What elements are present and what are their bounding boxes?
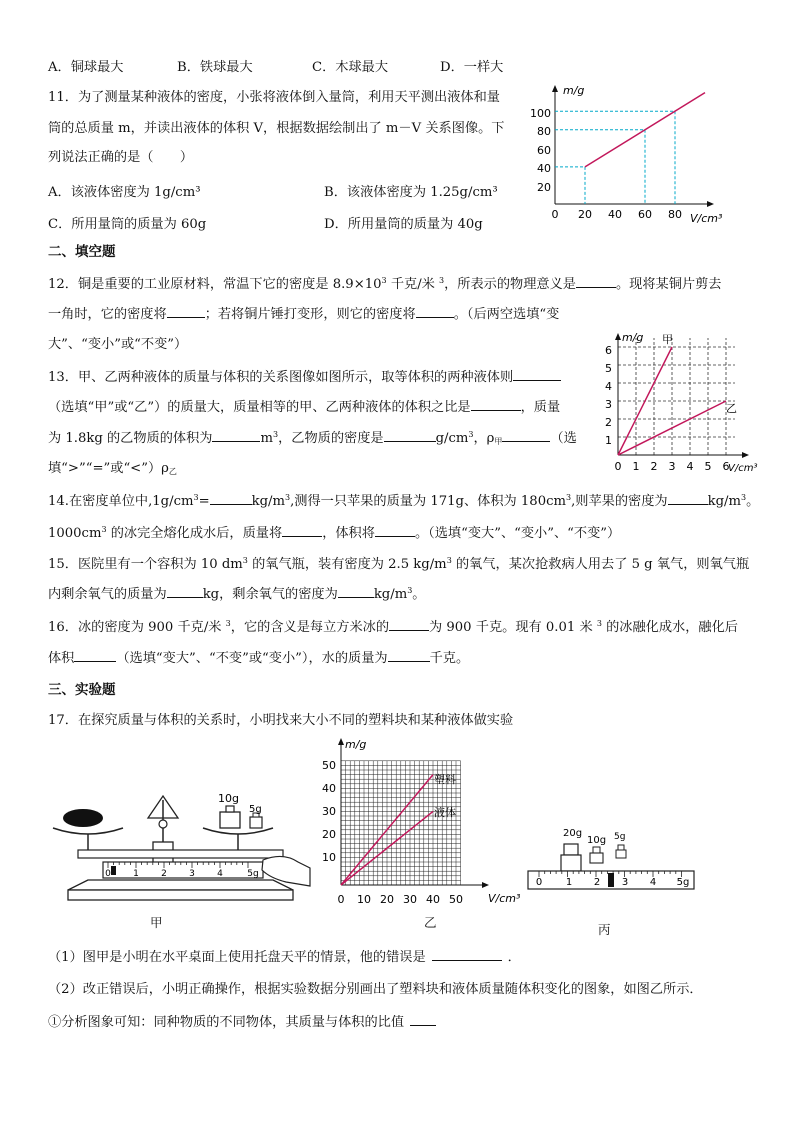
y-tick-40: 40 (537, 162, 551, 175)
q14-text: 14.在密度单位中,1g/cm (48, 494, 194, 509)
superscript: 3 (225, 619, 231, 628)
rider (608, 873, 614, 887)
series-label-liquid: 液体 (434, 806, 456, 819)
y-tick-10: 10 (322, 851, 336, 864)
q16-text: （选填“变大”、“不变”或“变小”），水的质量为 (116, 651, 388, 666)
q10-option-a: A．铜球最大 (48, 60, 124, 75)
weight-20g (561, 855, 581, 871)
rider (111, 866, 116, 875)
x-tick-10: 10 (357, 893, 371, 906)
q14-line-1 (48, 492, 759, 511)
q17-text: ． (507, 950, 521, 965)
q16-text: 的冰融化成水，融化后 (601, 620, 738, 635)
q11-option-c: C．所用量筒的质量为 60g (48, 217, 207, 232)
q15-text: 内剩余氧气的质量为 (48, 587, 167, 602)
origin-label: 0 (614, 460, 622, 473)
y-tick-60: 60 (537, 144, 551, 157)
q13-text: m (260, 431, 273, 446)
left-pan (53, 828, 123, 834)
grid (618, 338, 735, 455)
x-tick-40: 40 (608, 208, 622, 221)
superscript: 3 (446, 556, 452, 565)
section-2-title: 二、填空题 (48, 244, 116, 260)
x-tick-60: 60 (638, 208, 652, 221)
q14-text: 。 (746, 494, 760, 509)
answer-blank[interactable] (432, 948, 502, 961)
q15-text: kg/m (373, 587, 408, 602)
weight-10g-knob (593, 847, 600, 853)
q15-text: 的氧气，某次抢救病人用去了 5 g 氧气，则氧气瓶 (451, 557, 750, 572)
figure-bing-weights (525, 825, 700, 895)
superscript: 3 (740, 493, 747, 502)
superscript: 3 (407, 586, 413, 595)
pivot (159, 820, 167, 828)
answer-blank[interactable] (210, 492, 252, 505)
q14-text: ，体积将 (322, 526, 375, 541)
q14-text: = (198, 494, 210, 509)
weight-5g-label: 5g (614, 832, 626, 842)
figure-jia-caption: 甲 (150, 915, 163, 930)
superscript: 3 (285, 493, 291, 502)
q12-text: 。现将某铜片剪去 (615, 277, 722, 292)
right-pan (203, 828, 273, 834)
q12-text: 千克/米 (386, 277, 440, 292)
q17-intro: 17．在探究质量与体积的关系时，小明找来大小不同的塑料块和某种液体做实验 (48, 713, 514, 728)
q13-text: （选填“甲”或“乙”）的质量大，质量相等的甲、乙两种液体的体积之比是 (48, 400, 471, 415)
q14-text: 。（选填“变大”、“变小”、“不变”） (414, 526, 621, 541)
answer-blank[interactable] (282, 524, 322, 537)
q13-text: ，乙物质的密度是 (278, 431, 384, 446)
q11-mv-graph (525, 82, 740, 232)
scale-4: 4 (649, 877, 657, 888)
q12-line-2 (48, 305, 559, 324)
scale-2: 2 (161, 869, 167, 879)
q10-option-d: D．一样大 (440, 60, 504, 75)
q13-text: 13．甲、乙两种液体的质量与体积的关系图像如图所示，取等体积的两种液体则 (48, 370, 514, 385)
y-tick-5: 5 (605, 362, 612, 375)
q15-text: 的氧气瓶，装有密度为 2.5 kg/m (247, 557, 447, 572)
x-tick-80: 80 (668, 208, 682, 221)
weight-10g (590, 853, 603, 863)
figure-yi-graph (318, 735, 523, 910)
figure-yi-caption: 乙 (424, 915, 437, 930)
q13-text: 填“>”“=”或“<”）ρ (48, 461, 169, 476)
weight-10g-label: 10g (587, 835, 607, 846)
scale-4: 4 (217, 869, 223, 879)
answer-blank[interactable] (416, 305, 454, 318)
x-tick-4: 4 (686, 460, 694, 473)
q12-line-3: 大”、“变小”或“不变”） (48, 337, 188, 352)
x-tick-6: 6 (722, 460, 730, 473)
base-foot (68, 890, 293, 900)
answer-blank[interactable] (375, 524, 415, 537)
superscript: 3 (468, 430, 474, 439)
q13-text: （选 (550, 431, 577, 446)
y-tick-3: 3 (605, 398, 612, 411)
q11-stem-line-1: 11．为了测量某种液体的密度，小张将液体倒入量筒，利用天平测出液体和量 (48, 90, 500, 105)
q12-text: 。（后两空选填“变 (453, 307, 560, 322)
q12-line-1 (48, 275, 721, 294)
q11-option-d: D．所用量筒的质量为 40g (324, 217, 483, 232)
q15-text: 。 (412, 587, 426, 602)
q15-line-1 (48, 556, 749, 574)
x-tick-20: 20 (380, 893, 394, 906)
weight-5g-knob (618, 845, 624, 850)
q14-text: ,测得一只苹果的质量为 171g、体积为 180cm (290, 494, 566, 509)
x-tick-2: 2 (650, 460, 658, 473)
scale-0: 0 (535, 877, 543, 888)
y-tick-2: 2 (605, 416, 612, 429)
x-tick-labels (357, 893, 463, 906)
q13-line-4 (48, 460, 177, 478)
q14-text: ,则苹果的密度为 (571, 494, 668, 509)
answer-blank[interactable] (668, 492, 708, 505)
q17-sub-1 (48, 948, 521, 967)
y-tick-1: 1 (605, 434, 612, 447)
x-tick-3: 3 (668, 460, 676, 473)
x-tick-50: 50 (449, 893, 463, 906)
answer-blank[interactable] (389, 618, 429, 631)
answer-blank[interactable] (384, 429, 436, 442)
q16-text: 千克。 (429, 651, 470, 666)
y-tick-20: 20 (322, 828, 336, 841)
scale-2: 2 (593, 877, 601, 888)
answer-blank[interactable] (513, 368, 561, 381)
y-tick-30: 30 (322, 805, 336, 818)
origin-label: 0 (337, 893, 345, 906)
object-on-pan (63, 809, 103, 827)
q14-text: 的冰完全熔化成水后，质量将 (106, 526, 283, 541)
weight-5g (250, 817, 262, 828)
x-tick-40: 40 (426, 893, 440, 906)
q16-text: 体积 (48, 651, 75, 666)
y-tick-80: 80 (537, 125, 551, 138)
answer-blank[interactable] (74, 649, 116, 662)
scale-5g: 5g (247, 869, 259, 879)
q13-text: ，ρ (473, 431, 495, 446)
scale-1: 1 (133, 869, 139, 879)
answer-blank[interactable] (212, 429, 260, 442)
q12-text: ；若将铜片锤打变形，则它的密度将 (204, 307, 416, 322)
q10-option-b: B．铁球最大 (177, 60, 253, 75)
weight-20g-label: 20g (563, 828, 583, 839)
q17-sub-2: （2）改正错误后，小明正确操作，根据实验数据分别画出了塑料块和液体质量随体积变化的图象，如图乙所示． (48, 982, 703, 997)
q11-option-b: B．该液体密度为 1.25g/cm³ (324, 185, 498, 200)
superscript: 3 (565, 493, 572, 502)
origin-label: 0 (551, 208, 559, 221)
q16-line-2 (48, 649, 469, 668)
q13-line-2 (48, 398, 560, 417)
scale-1: 1 (565, 877, 573, 888)
guide-lines (555, 111, 675, 204)
x-tick-1: 1 (632, 460, 640, 473)
figure-jia-balance (48, 790, 313, 905)
answer-blank[interactable] (167, 305, 205, 318)
base (68, 880, 293, 890)
y-axis-label: m/g (563, 84, 585, 97)
series-label-plastic: 塑料 (434, 773, 456, 786)
q10-option-c: C．木球最大 (312, 60, 389, 75)
q11-stem-line-3: 列说法正确的是（ ） (48, 150, 194, 165)
x-tick-30: 30 (403, 893, 417, 906)
q17-text: （1）图甲是小明在水平桌面上使用托盘天平的情景，他的错误是 (48, 950, 426, 965)
q12-text: ，所表示的物理意义是 (444, 277, 576, 292)
scale-3: 3 (189, 869, 195, 879)
y-tick-40: 40 (322, 782, 336, 795)
q17-sub-3 (48, 1013, 436, 1032)
weight-10g-label: 10g (218, 792, 239, 805)
weight-5g (616, 850, 626, 858)
scale-bar (103, 862, 263, 878)
y-tick-20: 20 (537, 181, 551, 194)
x-tick-5: 5 (704, 460, 712, 473)
q12-text: 一角时，它的密度将 (48, 307, 167, 322)
figure-bing-caption: 丙 (598, 922, 611, 937)
superscript: 3 (439, 276, 445, 285)
q13-line-3 (48, 429, 577, 448)
y-axis-label: m/g (622, 331, 644, 344)
q11-option-a: A．该液体密度为 1g/cm³ (48, 185, 201, 200)
superscript: 3 (242, 556, 248, 565)
scale-0: 0 (105, 869, 111, 879)
answer-blank[interactable] (167, 585, 203, 598)
scale-3: 3 (621, 877, 629, 888)
q14-text: kg/m (707, 494, 741, 509)
q13-text: g/cm (435, 431, 469, 446)
weight-20g-knob (564, 844, 578, 855)
answer-blank[interactable] (338, 585, 374, 598)
series-label-yi: 乙 (726, 402, 737, 415)
x-tick-20: 20 (578, 208, 592, 221)
scale-5g: 5g (676, 877, 690, 888)
answer-blank[interactable] (576, 275, 616, 288)
q14-text: 1000cm (48, 526, 102, 541)
q15-line-2 (48, 585, 425, 604)
weight-5g-label: 5g (249, 804, 262, 815)
weight-10g-knob (226, 806, 234, 812)
q13-text: 为 1.8kg 的乙物质的体积为 (48, 431, 213, 446)
y-tick-labels (530, 107, 559, 221)
q14-text: kg/m (251, 494, 286, 509)
q16-text: ，它的含义是每立方米冰的 (230, 620, 390, 635)
superscript: 3 (193, 493, 199, 502)
y-tick-50: 50 (322, 759, 336, 772)
q13-text: ，质量 (520, 400, 561, 415)
y-tick-100: 100 (530, 107, 551, 120)
beam (78, 850, 283, 858)
y-axis-label: m/g (345, 738, 367, 751)
superscript: 3 (596, 619, 602, 628)
y-tick-6: 6 (605, 344, 612, 357)
answer-blank[interactable] (471, 398, 521, 411)
x-axis-label: V/cm³ (690, 212, 723, 225)
superscript: 3 (381, 276, 387, 285)
section-3-title: 三、实验题 (48, 682, 116, 698)
q16-text: 16．冰的密度为 900 千克/米 (48, 620, 226, 635)
superscript: 3 (273, 430, 279, 439)
superscript: 3 (101, 525, 107, 534)
x-tick-labels (633, 460, 730, 473)
x-axis-label: V/cm³ (728, 463, 758, 474)
x-tick-labels (578, 208, 682, 221)
q16-text: 为 900 千克。现有 0.01 米 (429, 620, 597, 635)
x-axis-label: V/cm³ (488, 892, 521, 905)
q11-stem-line-2: 筒的总质量 m，并读出液体的体积 V，根据数据绘制出了 m－V 关系图像。下 (48, 121, 505, 136)
q15-text: kg，剩余氧气的密度为 (202, 587, 338, 602)
subscript: 甲 (494, 437, 503, 446)
q12-text: 12．铜是重要的工业原材料，常温下它的密度是 8.9×10 (48, 277, 382, 292)
q16-line-1 (48, 618, 738, 637)
q13-mv-graph (596, 330, 771, 480)
q15-text: 15．医院里有一个容积为 10 dm (48, 557, 243, 572)
answer-blank[interactable] (388, 649, 430, 662)
answer-blank[interactable] (410, 1013, 436, 1026)
weight-10g (220, 812, 240, 828)
series-label-jia: 甲 (662, 333, 673, 346)
subscript: 乙 (168, 467, 177, 476)
q14-line-2 (48, 524, 620, 543)
q17-text: ①分析图象可知：同种物质的不同物体，其质量与体积的比值 (48, 1015, 405, 1030)
q13-line-1 (48, 368, 561, 387)
answer-blank[interactable] (502, 429, 550, 442)
y-tick-4: 4 (605, 380, 612, 393)
